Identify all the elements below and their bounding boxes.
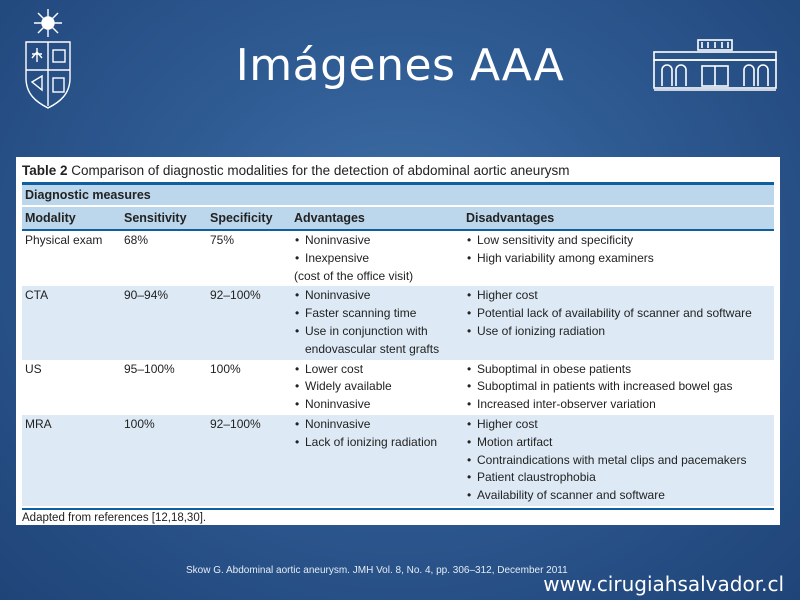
advantage-item: • Noninvasive <box>294 396 463 414</box>
advantage-item: • Use in conjunction with <box>294 323 463 341</box>
advantage-item: • Noninvasive <box>294 287 463 305</box>
advantage-item: • Inexpensive <box>294 250 463 268</box>
disadvantage-item: • Higher cost <box>466 416 774 434</box>
disadvantage-item: • Use of ionizing radiation <box>466 323 774 341</box>
advantage-item: • Lower cost <box>294 361 463 379</box>
source-citation: Skow G. Abdominal aortic aneurysm. JMH Vol. 8, No. 4, pp. 306–312, December 2011 <box>186 565 568 576</box>
column-header-disadvantages: Disadvantages <box>463 207 774 230</box>
table-caption <box>22 161 774 181</box>
table-caption-label: Table 2 <box>22 163 68 178</box>
table-caption-text: Comparison of diagnostic modalities for the detection of abdominal aortic aneurysm <box>71 163 570 178</box>
cell-advantages <box>291 360 463 415</box>
disadvantage-item: • Motion artifact <box>466 434 774 452</box>
table-header-row <box>22 207 774 230</box>
disadvantage-item: • Suboptimal in patients with increased bowel gas <box>466 378 774 396</box>
column-header-sensitivity: Sensitivity <box>121 207 207 230</box>
disadvantage-item: • Patient claustrophobia <box>466 469 774 487</box>
cell-modality: CTA <box>22 286 121 359</box>
advantage-item: • Faster scanning time <box>294 305 463 323</box>
cell-advantages <box>291 415 463 506</box>
cell-disadvantages <box>463 230 774 286</box>
slide-title: Imágenes AAA <box>235 40 565 91</box>
cell-specificity: 100% <box>210 361 241 376</box>
cell-sensitivity: 100% <box>121 415 207 506</box>
cell-advantages <box>291 230 463 286</box>
cell-modality: MRA <box>22 415 121 506</box>
advantage-item: • Noninvasive <box>294 416 463 434</box>
cell-specificity: 92–100% <box>207 415 291 506</box>
cell-disadvantages <box>463 360 774 415</box>
cell-disadvantages <box>463 286 774 359</box>
table-row-us <box>22 360 774 415</box>
advantage-item: • Noninvasive <box>294 232 463 250</box>
cell-specificity: 92–100% <box>207 286 291 359</box>
comparison-table-panel <box>16 157 780 525</box>
cell-sensitivity: 95–100% <box>124 361 175 376</box>
disadvantage-item: • Potential lack of availability of scanner and software <box>466 305 774 323</box>
advantage-note: (cost of the office visit) <box>294 268 414 283</box>
modality-comparison-table <box>22 207 774 506</box>
column-header-modality: Modality <box>22 207 121 230</box>
advantage-item: • Lack of ionizing radiation <box>294 434 463 452</box>
disadvantage-item: • Increased inter-observer variation <box>466 396 774 414</box>
table-row-cta <box>22 286 774 359</box>
cell-sensitivity: 68% <box>124 233 149 247</box>
table-row-mra <box>22 415 774 506</box>
advantage-item: • Widely available <box>294 378 463 396</box>
cell-modality: Physical exam <box>25 233 103 247</box>
cell-sensitivity: 90–94% <box>121 286 207 359</box>
disadvantage-item: • High variability among examiners <box>466 250 774 268</box>
website-url: www.cirugiahsalvador.cl <box>543 572 784 596</box>
group-heading: Diagnostic measures <box>22 185 774 207</box>
disadvantage-item: • Availability of scanner and software <box>466 487 774 505</box>
table-row-physical-exam <box>22 230 774 286</box>
disadvantage-item: • Suboptimal in obese patients <box>466 361 774 379</box>
cell-disadvantages <box>463 415 774 506</box>
disadvantage-item: • Low sensitivity and specificity <box>466 232 774 250</box>
table-footnote: Adapted from references [12,18,30]. <box>22 508 774 524</box>
cell-modality: US <box>25 361 42 376</box>
column-header-advantages: Advantages <box>291 207 463 230</box>
disadvantage-item: • Higher cost <box>466 287 774 305</box>
cell-advantages <box>291 286 463 359</box>
advantage-continuation: endovascular stent grafts <box>305 341 440 356</box>
column-header-specificity: Specificity <box>207 207 291 230</box>
disadvantage-item: • Contraindications with metal clips and pacemakers <box>466 452 774 470</box>
cell-specificity: 75% <box>210 233 235 247</box>
